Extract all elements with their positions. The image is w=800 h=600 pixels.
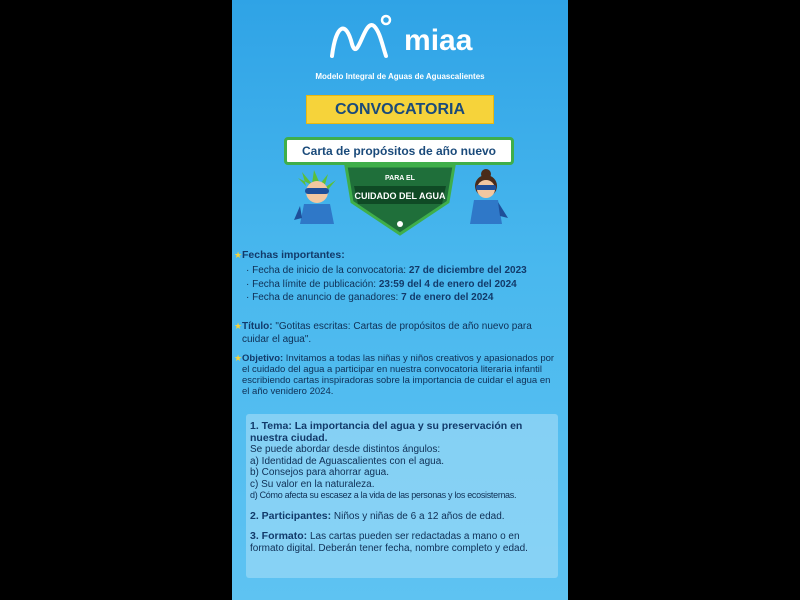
fecha-item: · Fecha de anuncio de ganadores: 7 de enero del 2024	[246, 292, 494, 303]
logo	[232, 14, 568, 60]
fecha-item: · Fecha límite de publicación: 23:59 del 4 de enero del 2024	[246, 278, 517, 290]
bullet-star-icon: ★	[234, 250, 243, 260]
convocatoria-badge: CONVOCATORIA	[306, 95, 494, 124]
titulo-section	[234, 320, 558, 346]
banner-title: Carta de propósitos de año nuevo	[284, 137, 514, 165]
formato-line: 3. Formato: Las cartas pueden ser redactadas a mano o en formato digital. Deberán tener fecha, nombre completo y edad.	[250, 530, 528, 554]
tema-item: a) Identidad de Aguascalientes con el agua.	[250, 455, 445, 467]
fechas-label: Fechas importantes:	[242, 249, 345, 261]
shield-line1: PARA EL	[385, 175, 415, 182]
girl-character-icon	[462, 168, 510, 226]
fecha-item: · Fecha de inicio de la convocatoria: 27 de diciembre del 2023	[246, 265, 527, 276]
shield-line2: CUIDADO DEL AGUA	[354, 191, 446, 201]
titulo-text: "Gotitas escritas: Cartas de propósitos de año nuevo para cuidar el agua".	[242, 321, 532, 345]
boy-character-icon	[292, 168, 342, 226]
poster	[232, 0, 568, 600]
logo-mark-icon	[328, 14, 398, 60]
bullet-star-icon: ★	[234, 321, 243, 331]
shield-icon	[340, 162, 460, 238]
objetivo-label: Objetivo:	[242, 353, 284, 364]
participantes-line: 2. Participantes: Niños y niñas de 6 a 12 años de edad.	[250, 509, 505, 522]
tema-item: c) Su valor en la naturaleza.	[250, 478, 375, 490]
tema-intro: Se puede abordar desde distintos ángulos:	[250, 444, 441, 455]
tema-heading: 1. Tema: La importancia del agua y su preservación en nuestra ciudad.	[250, 420, 523, 444]
fechas-section	[234, 249, 558, 305]
bullet-star-icon: ★	[234, 353, 243, 363]
logo-word: miaa	[404, 24, 473, 57]
objetivo-text: Invitamos a todas las niñas y niños creativos y apasionados por el cuidado del agua a participar en nuestra convocatoria literaria infantil escribiendo cartas inspiradoras sobre la importancia de cuidar el agua en el año venidero 2024.	[242, 353, 555, 397]
tema-item: b) Consejos para ahorrar agua.	[250, 467, 389, 478]
titulo-label: Título:	[242, 321, 273, 332]
tema-item: d) Cómo afecta su escasez a la vida de las personas y los ecosistemas.	[250, 490, 517, 500]
logo-subtitle: Modelo Integral de Aguas de Aguascalientes	[315, 72, 485, 81]
objetivo-section	[234, 353, 558, 397]
bases-box	[246, 414, 558, 578]
